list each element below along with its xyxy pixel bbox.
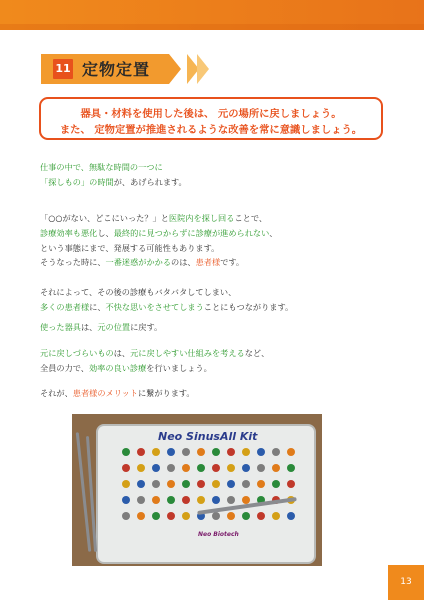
- highlighted-text: 「探しもの」の時間: [40, 177, 114, 187]
- paragraph-6: [40, 346, 269, 376]
- text-line: [40, 346, 269, 361]
- instrument-slot: [242, 480, 250, 488]
- instrument-slot: [257, 464, 265, 472]
- instrument-slot: [242, 512, 250, 520]
- highlighted-text: 使った器具: [40, 322, 81, 332]
- instrument-slot: [212, 496, 220, 504]
- instrument-slot: [137, 512, 145, 520]
- instrument-slot: [272, 480, 280, 488]
- instrument-slot: [182, 496, 190, 504]
- body-text: を行いましょう。: [146, 363, 212, 373]
- instrument-slot: [182, 512, 190, 520]
- instrument-slot: [212, 512, 220, 520]
- instrument-slot: [167, 464, 175, 472]
- text-line: [40, 175, 187, 190]
- body-text: 「○○がない、どこにいった？」と: [40, 213, 169, 223]
- body-text: が、あげられます。: [113, 177, 187, 187]
- text-line: [40, 241, 278, 256]
- chevron-icon: [197, 54, 209, 84]
- body-text: 全員の力で、: [40, 363, 89, 373]
- section-title: 定物定置: [82, 60, 151, 79]
- body-text: ことで、: [234, 213, 268, 223]
- instrument-slot: [167, 480, 175, 488]
- highlighted-text: 患者様: [195, 257, 221, 267]
- paragraph-3: [40, 255, 244, 270]
- text-line: [40, 320, 162, 335]
- instrument-slot: [287, 512, 295, 520]
- instrument-slot: [182, 480, 190, 488]
- callout-line-1: 器具・材料を使用した後は、 元の場所に戻しましょう。: [80, 108, 342, 120]
- instrument-slot: [122, 464, 130, 472]
- highlighted-text: 元の位置: [97, 322, 131, 332]
- instrument-slot: [287, 464, 295, 472]
- instrument-slot: [197, 464, 205, 472]
- instrument-slot: [287, 448, 295, 456]
- instrument-slot: [137, 464, 145, 472]
- instrument-slot: [167, 448, 175, 456]
- text-line: [40, 361, 269, 376]
- top-banner: [0, 0, 424, 30]
- highlighted-text: 医院内を探し回る: [168, 213, 235, 223]
- highlighted-text: 元に戻しづらいもの: [40, 348, 114, 358]
- highlighted-text: 一番迷惑がかかる: [105, 257, 172, 267]
- instrument-slot: [182, 448, 190, 456]
- highlighted-text: 仕事の中で、無駄な時間の一つに: [40, 162, 163, 172]
- paragraph-7: [40, 386, 195, 401]
- body-text: し、: [97, 228, 114, 238]
- page-number: 13: [388, 565, 424, 600]
- instrument-slot: [122, 448, 130, 456]
- body-text: は、: [113, 348, 131, 358]
- paragraph-1: [40, 160, 187, 190]
- instrument-slot: [227, 448, 235, 456]
- callout-box: [39, 97, 383, 140]
- body-text: そうなった時に、: [40, 257, 106, 267]
- instrument-slot: [197, 448, 205, 456]
- body-text: など、: [244, 348, 270, 358]
- paragraph-5: [40, 320, 162, 335]
- instrument-slot: [152, 448, 160, 456]
- instrument-slot: [257, 512, 265, 520]
- text-line: [40, 211, 278, 226]
- body-text: 、: [269, 228, 278, 238]
- instrument-slot: [122, 496, 130, 504]
- instrument-slot: [227, 464, 235, 472]
- instrument-slot: [227, 496, 235, 504]
- text-line: [40, 255, 244, 270]
- instrument-slot: [257, 480, 265, 488]
- instrument-slot: [242, 464, 250, 472]
- body-text: は、: [80, 322, 98, 332]
- text-line: [40, 285, 293, 300]
- instrument-kit-photo: [72, 414, 322, 566]
- instrument-slot: [242, 448, 250, 456]
- highlighted-text: 患者様のメリット: [72, 388, 138, 398]
- instrument-tray: [96, 424, 316, 564]
- instrument-slot: [272, 512, 280, 520]
- instrument-slot: [137, 448, 145, 456]
- text-line: [40, 226, 278, 241]
- kit-logo: Neo SinusAll Kit: [158, 430, 258, 443]
- instrument-slot: [167, 512, 175, 520]
- body-text: ことにもつながります。: [203, 302, 294, 312]
- instrument-slot: [152, 480, 160, 488]
- body-text: に、: [89, 302, 106, 312]
- instrument-slot: [287, 480, 295, 488]
- instrument-slot: [167, 496, 175, 504]
- maker-logo: Neo Biotech: [198, 531, 239, 538]
- highlighted-text: 診療効率も悪化: [40, 228, 98, 238]
- body-text: のは、: [171, 257, 196, 267]
- highlighted-text: 不快な思いをさせてしまう: [105, 302, 204, 312]
- instrument-slot: [212, 464, 220, 472]
- instrument-slot: [212, 480, 220, 488]
- text-line: [40, 386, 195, 401]
- body-text: に繋がります。: [137, 388, 195, 398]
- instrument-slot: [152, 464, 160, 472]
- callout-line-2: また、 定物定置が推進されるような改善を常に意識しましょう。: [59, 124, 363, 136]
- instrument-slot: [152, 512, 160, 520]
- instrument-slot: [122, 512, 130, 520]
- body-text: それによって、その後の診療もバタバタしてしまい、: [40, 287, 237, 297]
- highlighted-text: 最終的に見つからずに診療が進められない: [113, 228, 270, 238]
- instrument-slot: [212, 448, 220, 456]
- instrument-slot: [227, 480, 235, 488]
- instrument-slot: [197, 480, 205, 488]
- instrument-slot: [182, 464, 190, 472]
- instrument-slot: [122, 480, 130, 488]
- instrument-slot: [137, 496, 145, 504]
- section-number-badge: 11: [53, 59, 73, 79]
- paragraph-4: [40, 285, 293, 315]
- instrument-slot: [257, 448, 265, 456]
- instrument-slot: [197, 496, 205, 504]
- text-line: [40, 300, 293, 315]
- text-line: [40, 160, 187, 175]
- body-text: に戻す。: [130, 322, 163, 332]
- instrument-slot: [152, 496, 160, 504]
- instrument-slot: [227, 512, 235, 520]
- body-text: それが、: [40, 388, 73, 398]
- body-text: という事態にまで、発展する可能性もあります。: [40, 243, 220, 253]
- instrument-slot: [137, 480, 145, 488]
- highlighted-text: 多くの患者様: [40, 302, 90, 312]
- highlighted-text: 効率の良い診療: [88, 363, 147, 373]
- instrument-slot: [272, 464, 280, 472]
- body-text: です。: [220, 257, 245, 267]
- paragraph-2: [40, 211, 278, 256]
- instrument-slot: [272, 448, 280, 456]
- highlighted-text: 元に戻しやすい仕組みを考える: [130, 348, 245, 358]
